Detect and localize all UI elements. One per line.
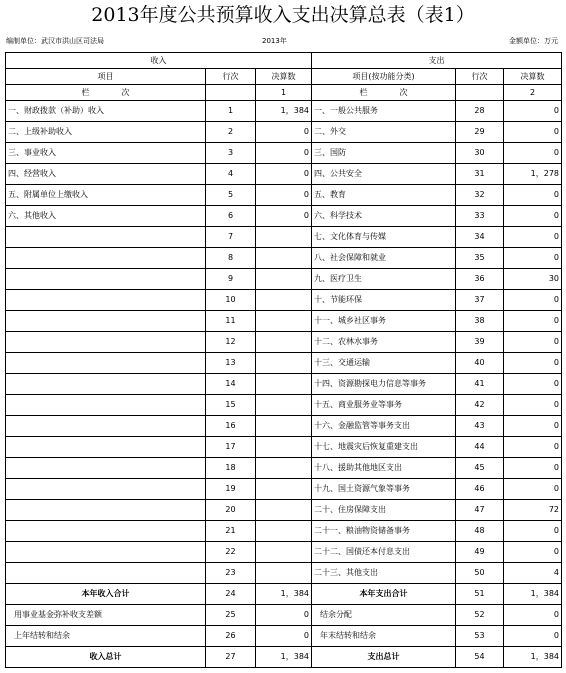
income-item bbox=[6, 458, 206, 479]
expense-amount: 0 bbox=[504, 143, 562, 164]
income-item bbox=[6, 332, 206, 353]
expense-item: 十一、城乡社区事务 bbox=[312, 311, 456, 332]
expense-row-number: 39 bbox=[456, 332, 504, 353]
income-row-number: 19 bbox=[206, 479, 256, 500]
expense-row-number: 28 bbox=[456, 101, 504, 122]
expense-summary-amount: 0 bbox=[504, 605, 562, 626]
income-amount: 0 bbox=[256, 122, 312, 143]
table-row bbox=[6, 185, 562, 206]
income-item: 五、附属单位上缴收入 bbox=[6, 185, 206, 206]
summary-row bbox=[6, 626, 562, 647]
expense-row-number: 44 bbox=[456, 437, 504, 458]
expense-row-number: 38 bbox=[456, 311, 504, 332]
income-item bbox=[6, 290, 206, 311]
income-amount bbox=[256, 416, 312, 437]
expense-item: 五、教育 bbox=[312, 185, 456, 206]
income-amount bbox=[256, 374, 312, 395]
income-row-number: 8 bbox=[206, 248, 256, 269]
income-lanci-blank bbox=[206, 85, 256, 101]
expense-amount: 0 bbox=[504, 437, 562, 458]
expense-row-number: 54 bbox=[456, 647, 504, 668]
expense-amount: 0 bbox=[504, 185, 562, 206]
expense-summary-item: 支出总计 bbox=[312, 647, 456, 668]
income-summary-item: 收入总计 bbox=[6, 647, 206, 668]
expense-row-number: 30 bbox=[456, 143, 504, 164]
expense-lanci: 栏 次 bbox=[312, 85, 456, 101]
expense-row-number: 46 bbox=[456, 479, 504, 500]
income-row-number: 16 bbox=[206, 416, 256, 437]
summary-row bbox=[6, 584, 562, 605]
table-row bbox=[6, 122, 562, 143]
expense-item: 二、外交 bbox=[312, 122, 456, 143]
expense-item-header: 项目(按功能分类) bbox=[312, 69, 456, 85]
income-item bbox=[6, 521, 206, 542]
expense-amount: 0 bbox=[504, 521, 562, 542]
table-row bbox=[6, 563, 562, 584]
expense-row-number: 47 bbox=[456, 500, 504, 521]
budget-summary-table bbox=[5, 52, 562, 668]
income-amount bbox=[256, 248, 312, 269]
expense-item: 八、社会保障和就业 bbox=[312, 248, 456, 269]
income-row-number: 9 bbox=[206, 269, 256, 290]
summary-row bbox=[6, 647, 562, 668]
income-item-header: 项目 bbox=[6, 69, 206, 85]
income-item bbox=[6, 374, 206, 395]
income-amount: 0 bbox=[256, 164, 312, 185]
expense-item: 七、文化体育与传媒 bbox=[312, 227, 456, 248]
income-amount: 0 bbox=[256, 206, 312, 227]
expense-amount: 72 bbox=[504, 500, 562, 521]
income-summary-amount: 0 bbox=[256, 626, 312, 647]
table-row bbox=[6, 164, 562, 185]
expense-item: 十三、交通运输 bbox=[312, 353, 456, 374]
table-row bbox=[6, 269, 562, 290]
expense-amount: 0 bbox=[504, 353, 562, 374]
expense-item: 十五、商业服务业等事务 bbox=[312, 395, 456, 416]
income-amount bbox=[256, 227, 312, 248]
income-item: 二、上级补助收入 bbox=[6, 122, 206, 143]
income-row-number: 12 bbox=[206, 332, 256, 353]
expense-item: 十二、农林水事务 bbox=[312, 332, 456, 353]
income-item bbox=[6, 353, 206, 374]
income-row-number: 2 bbox=[206, 122, 256, 143]
table-row bbox=[6, 479, 562, 500]
income-row-number: 22 bbox=[206, 542, 256, 563]
summary-row bbox=[6, 605, 562, 626]
income-row-number: 24 bbox=[206, 584, 256, 605]
expense-amount: 0 bbox=[504, 458, 562, 479]
expense-row-number: 32 bbox=[456, 185, 504, 206]
table-row bbox=[6, 374, 562, 395]
income-amount bbox=[256, 500, 312, 521]
income-amount bbox=[256, 521, 312, 542]
income-row-number: 5 bbox=[206, 185, 256, 206]
expense-row-number: 45 bbox=[456, 458, 504, 479]
expense-amount: 0 bbox=[504, 311, 562, 332]
expense-row-number: 49 bbox=[456, 542, 504, 563]
income-item: 六、其他收入 bbox=[6, 206, 206, 227]
income-item: 四、经营收入 bbox=[6, 164, 206, 185]
expense-row-number: 31 bbox=[456, 164, 504, 185]
expense-row-number: 40 bbox=[456, 353, 504, 374]
expense-amount: 4 bbox=[504, 563, 562, 584]
table-row bbox=[6, 227, 562, 248]
compiling-unit: 编制单位：武汉市洪山区司法局 bbox=[6, 37, 104, 45]
page-title: 2013年度公共预算收入支出决算总表（表1） bbox=[91, 4, 475, 26]
expense-row-number: 35 bbox=[456, 248, 504, 269]
expense-amount: 0 bbox=[504, 542, 562, 563]
income-item bbox=[6, 395, 206, 416]
income-header: 收入 bbox=[6, 53, 312, 69]
income-amount bbox=[256, 311, 312, 332]
expense-amount: 0 bbox=[504, 248, 562, 269]
income-amount-header: 决算数 bbox=[256, 69, 312, 85]
income-row-number: 21 bbox=[206, 521, 256, 542]
income-lanci: 栏 次 bbox=[6, 85, 206, 101]
amount-unit: 金额单位：万元 bbox=[509, 37, 558, 45]
expense-item: 二十一、粮油物资储备事务 bbox=[312, 521, 456, 542]
column-header-row bbox=[6, 69, 562, 85]
expense-item: 九、医疗卫生 bbox=[312, 269, 456, 290]
expense-item: 十九、国土资源气象等事务 bbox=[312, 479, 456, 500]
expense-item: 四、公共安全 bbox=[312, 164, 456, 185]
expense-item: 一、一般公共服务 bbox=[312, 101, 456, 122]
table-row bbox=[6, 311, 562, 332]
expense-amount: 0 bbox=[504, 332, 562, 353]
expense-row-number: 48 bbox=[456, 521, 504, 542]
table-row bbox=[6, 206, 562, 227]
expense-amount: 30 bbox=[504, 269, 562, 290]
expense-item: 二十三、其他支出 bbox=[312, 563, 456, 584]
expense-amount-header: 决算数 bbox=[504, 69, 562, 85]
table-row bbox=[6, 143, 562, 164]
expense-amount: 1，278 bbox=[504, 164, 562, 185]
expense-summary-amount: 1，384 bbox=[504, 647, 562, 668]
income-summary-amount: 1，384 bbox=[256, 647, 312, 668]
expense-summary-item: 本年支出合计 bbox=[312, 584, 456, 605]
income-item bbox=[6, 500, 206, 521]
expense-summary-item: 结余分配 bbox=[312, 605, 456, 626]
table-row bbox=[6, 332, 562, 353]
expense-summary-amount: 0 bbox=[504, 626, 562, 647]
income-item bbox=[6, 248, 206, 269]
expense-amount: 0 bbox=[504, 206, 562, 227]
income-amount bbox=[256, 458, 312, 479]
income-row-number: 11 bbox=[206, 311, 256, 332]
table-row bbox=[6, 458, 562, 479]
expense-row-number: 36 bbox=[456, 269, 504, 290]
income-row-number: 23 bbox=[206, 563, 256, 584]
income-amount: 0 bbox=[256, 185, 312, 206]
income-summary-item: 上年结转和结余 bbox=[6, 626, 206, 647]
income-summary-amount: 1，384 bbox=[256, 584, 312, 605]
income-amount bbox=[256, 290, 312, 311]
income-row-number: 27 bbox=[206, 647, 256, 668]
expense-lanci-blank bbox=[456, 85, 504, 101]
income-item bbox=[6, 437, 206, 458]
income-row-number: 17 bbox=[206, 437, 256, 458]
income-rowno-header: 行次 bbox=[206, 69, 256, 85]
income-item bbox=[6, 563, 206, 584]
income-summary-item: 本年收入合计 bbox=[6, 584, 206, 605]
expense-amount: 0 bbox=[504, 374, 562, 395]
income-summary-item: 用事业基金弥补收支差额 bbox=[6, 605, 206, 626]
table-row bbox=[6, 416, 562, 437]
income-row-number: 26 bbox=[206, 626, 256, 647]
expense-item: 十、节能环保 bbox=[312, 290, 456, 311]
expense-amount: 0 bbox=[504, 101, 562, 122]
expense-row-number: 33 bbox=[456, 206, 504, 227]
expense-item: 二十二、国债还本付息支出 bbox=[312, 542, 456, 563]
expense-row-number: 34 bbox=[456, 227, 504, 248]
income-row-number: 3 bbox=[206, 143, 256, 164]
income-item bbox=[6, 269, 206, 290]
expense-item: 十八、援助其他地区支出 bbox=[312, 458, 456, 479]
expense-amount: 0 bbox=[504, 290, 562, 311]
expense-row-number: 52 bbox=[456, 605, 504, 626]
table-row bbox=[6, 395, 562, 416]
expense-row-number: 29 bbox=[456, 122, 504, 143]
expense-row-number: 51 bbox=[456, 584, 504, 605]
income-row-number: 20 bbox=[206, 500, 256, 521]
income-row-number: 25 bbox=[206, 605, 256, 626]
income-row-number: 6 bbox=[206, 206, 256, 227]
income-row-number: 14 bbox=[206, 374, 256, 395]
income-row-number: 10 bbox=[206, 290, 256, 311]
income-amount bbox=[256, 542, 312, 563]
income-item bbox=[6, 479, 206, 500]
income-item bbox=[6, 542, 206, 563]
income-item bbox=[6, 311, 206, 332]
table-row bbox=[6, 437, 562, 458]
expense-item: 十四、资源勘探电力信息等事务 bbox=[312, 374, 456, 395]
table-row bbox=[6, 101, 562, 122]
expense-amount: 0 bbox=[504, 395, 562, 416]
expense-rowno-header: 行次 bbox=[456, 69, 504, 85]
expense-row-number: 53 bbox=[456, 626, 504, 647]
income-amount bbox=[256, 479, 312, 500]
income-item: 一、财政拨款（补助）收入 bbox=[6, 101, 206, 122]
income-item bbox=[6, 227, 206, 248]
table-row bbox=[6, 521, 562, 542]
table-row bbox=[6, 542, 562, 563]
income-amount bbox=[256, 332, 312, 353]
income-amount bbox=[256, 353, 312, 374]
income-amount bbox=[256, 269, 312, 290]
income-summary-amount: 0 bbox=[256, 605, 312, 626]
expense-item: 六、科学技术 bbox=[312, 206, 456, 227]
expense-col-index: 2 bbox=[504, 85, 562, 101]
income-row-number: 7 bbox=[206, 227, 256, 248]
table-body bbox=[6, 53, 562, 668]
expense-summary-amount: 1，384 bbox=[504, 584, 562, 605]
income-row-number: 15 bbox=[206, 395, 256, 416]
income-row-number: 4 bbox=[206, 164, 256, 185]
income-amount: 1，384 bbox=[256, 101, 312, 122]
expense-row-number: 42 bbox=[456, 395, 504, 416]
expense-row-number: 37 bbox=[456, 290, 504, 311]
expense-summary-item: 年末结转和结余 bbox=[312, 626, 456, 647]
expense-item: 三、国防 bbox=[312, 143, 456, 164]
column-index-row bbox=[6, 85, 562, 101]
expense-amount: 0 bbox=[504, 122, 562, 143]
expense-item: 二十、住房保障支出 bbox=[312, 500, 456, 521]
income-amount bbox=[256, 395, 312, 416]
income-amount bbox=[256, 437, 312, 458]
income-amount: 0 bbox=[256, 143, 312, 164]
expense-header: 支出 bbox=[312, 53, 562, 69]
income-col-index: 1 bbox=[256, 85, 312, 101]
income-row-number: 18 bbox=[206, 458, 256, 479]
expense-row-number: 41 bbox=[456, 374, 504, 395]
income-item: 三、事业收入 bbox=[6, 143, 206, 164]
expense-item: 十六、金融监管等事务支出 bbox=[312, 416, 456, 437]
income-amount bbox=[256, 563, 312, 584]
table-row bbox=[6, 353, 562, 374]
section-header-row bbox=[6, 53, 562, 69]
expense-item: 十七、地震灾后恢复重建支出 bbox=[312, 437, 456, 458]
income-item bbox=[6, 416, 206, 437]
expense-row-number: 50 bbox=[456, 563, 504, 584]
report-year: 2013年 bbox=[262, 37, 287, 45]
expense-row-number: 43 bbox=[456, 416, 504, 437]
income-row-number: 13 bbox=[206, 353, 256, 374]
income-row-number: 1 bbox=[206, 101, 256, 122]
expense-amount: 0 bbox=[504, 227, 562, 248]
expense-amount: 0 bbox=[504, 479, 562, 500]
table-row bbox=[6, 290, 562, 311]
table-row bbox=[6, 248, 562, 269]
table-row bbox=[6, 500, 562, 521]
expense-amount: 0 bbox=[504, 416, 562, 437]
